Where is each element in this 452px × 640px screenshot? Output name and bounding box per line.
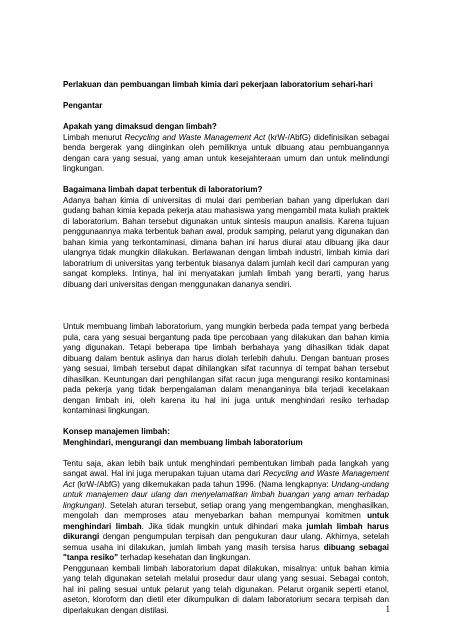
text-run: Setelah aturan tersebut, setiap orang yang mengembangkan, menghasilkan, mengolah dan memproses atau menyebarkan bahan mempunyai komitmen [63,500,389,521]
act-full-name: Undang-undang untuk manajemen daur ulang dan menyelamatkan limbah buangan yang aman terhadap lingkungan). [63,479,389,510]
paragraph-definition [63,133,389,175]
act-name: Recycling and Waste Management Act [63,469,389,489]
text-run: (krW-/AbfG) yang dikemukakan pada tahun 1996. (Nama lengkapnya: [74,479,332,489]
paragraph-concept-2: Penggunaan kembali limbah laboratorium dapat dilakukan, misalnya: untuk bahan kimia yang telah digunakan setelah melalui prosedur daur ulang yang sesuai. Sebagai contoh, hal ini paling sesuai untuk pelarut yang telah digunakan. Pelarut organik seperti etanol, aseton, kloroform dan dietil eter dikumpulkan di dalam laboratorium secara terpisah dan diperlakukan dengan distilasi. [63,563,389,615]
text-run: Limbah menurut [63,132,125,142]
intro-heading: Pengantar [63,101,103,110]
section-heading-definition: Apakah yang dimaksud dengan limbah? [63,122,217,131]
text-run: (krW-/AbfG) didefinisikan sebagai benda bergerak yang diinginkan oleh pemiliknya untuk dibuang atau pembuangannya dengan cara yang sesuai, yang aman untuk kesejahteraan umum dan untuk melindungi lingkungan. [63,132,389,174]
emphasis-avoid: untuk menghindari limbah [63,511,389,531]
document-title: Perlakuan dan pembuangan limbah kimia dari pekerjaan laboratorium sehari-hari [63,80,373,89]
paragraph-concept-1 [63,459,389,564]
emphasis-reduce: jumlah limbah harus dikurangi [63,521,390,542]
emphasis-dispose: dibuang sebagai "tanpa resiko" [63,542,389,563]
text-run: . Jika tidak mungkin untuk dihindari maka [141,521,307,531]
text-run: dengan pengumpulan terpisah dan pengukuran daur ulang. Akhirnya, setelah semua usaha ini dilakukan, jumlah limbah yang masih tersisa harus [63,532,389,552]
page-number: 1 [385,604,390,614]
act-name: Recycling and Waste Management Act [124,132,266,142]
paragraph-formation-1: Adanya bahan kimia di universitas di mulai dari pemberian bahan yang diperlukan dari gudang bahan kimia kepada pekerja atau mahasiswa yang mengambil mata kuliah praktek di laboratorium. Bahan tersebut digunakan untuk sintesis maupun analisis. Karena tujuan penggunaannya maka terbentuk bahan awal, produk samping, pelarut yang digunakan dan bahan kimia yang terkontaminasi, dimana bahan ini harus diurai atau dibuang jika daur ulangnya tidak mungkin dilakukan. Berlawanan dengan limbah industri, limbah kimia dari laboratrium di universitas yang terbentuk biasanya dalam jumlah kecil dari campuran yang sangat kompleks. Intinya, hal ini menyatakan jumlah limbah yang berarti, yang harus dibuang dari universitas dengan menggunakan dananya sendiri. [63,195,389,289]
text-run: Tentu saja, akan lebih baik untuk menghindari pembentukan limbah pada langkah yang sangat awal. Hal ini juga merupakan tujuan utama dari [63,458,389,479]
section-heading-formation: Bagaimana limbah dapat terbentuk di laboratorium? [63,185,263,194]
section-heading-concept-1: Konsep manajemen limbah: [63,427,170,436]
section-heading-concept-2: Menghindari, mengurangi dan membuang limbah laboratorium [63,437,303,447]
paragraph-formation-2: Untuk membuang limbah laboratorium, yang mungkin berbeda pada tempat yang berbeda pula, cara yang sesuai bergantung pada tipe percobaan yang dilakukan dan bahan kimia yang digunakan. Tetapi beberapa tipe limbah berbahaya yang dihasilkan tidak dapat dibuang dalam bentuk aslinya dan harus diolah terlebih dahulu. Dengan bantuan proses yang sesuai, limbah tersebut dapat dihilangkan sifat racunnya di tempat bahan tersebut dihasilkan. Keuntungan dari penghilangan sifat racun juga mengurangi resiko kontaminasi pada pekerja yang tidak berpengalaman dalam menanganinya bila terjadi kecelakaan dengan limbah ini, oleh karena itu hal ini juga untuk menghindari resiko terhadap kontaminasi lingkungan. [63,322,389,416]
text-run: terhadap kesehatan dan lingkungan. [118,553,251,563]
